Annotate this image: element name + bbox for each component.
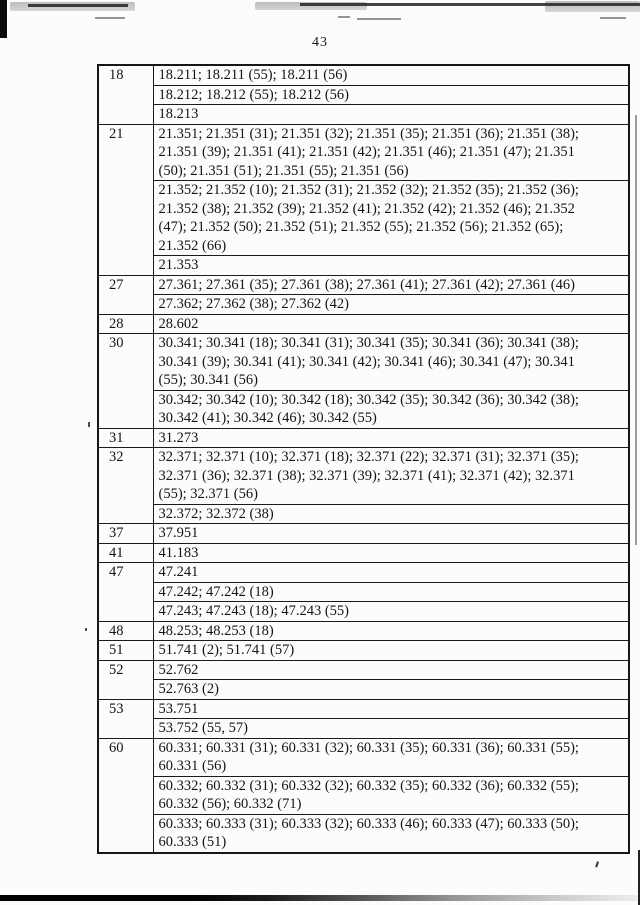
table-row — [98, 582, 629, 602]
group-number-cell: 53 — [98, 699, 153, 738]
table-row — [98, 295, 629, 315]
group-number-cell: 41 — [98, 543, 153, 563]
group-number-cell: 21 — [98, 124, 153, 275]
table-row — [98, 563, 629, 583]
scan-speck-artifact — [88, 422, 90, 427]
table-row — [98, 334, 629, 391]
codes-cell: 21.351; 21.351 (31); 21.351 (32); 21.351 (35); 21.351 (36); 21.351 (38); 21.351 (39); 21.351 (41); 21.351 (42); 21.351 (46); 21.351 (47); 21.351 (50); 21.351 (51); 21.351 (55); 21.351 (56) — [153, 124, 629, 181]
group-number-cell: 48 — [98, 621, 153, 641]
table-row — [98, 641, 629, 661]
table-row — [98, 602, 629, 622]
table-row — [98, 524, 629, 544]
group-number-cell: 28 — [98, 314, 153, 334]
table-row — [98, 621, 629, 641]
scan-dash-artifact — [600, 17, 626, 19]
table-row — [98, 105, 629, 125]
scan-dash-artifact — [357, 18, 401, 20]
group-number-cell: 52 — [98, 660, 153, 699]
scan-edge-artifact-left — [0, 0, 7, 38]
table-row — [98, 776, 629, 814]
scan-dash-artifact — [95, 17, 125, 19]
codes-cell: 60.331; 60.331 (31); 60.331 (32); 60.331 (35); 60.331 (36); 60.331 (55); 60.331 (56) — [153, 738, 629, 776]
code-table — [97, 64, 630, 854]
codes-cell: 53.752 (55, 57) — [153, 719, 629, 739]
codes-cell: 32.372; 32.372 (38) — [153, 504, 629, 524]
scan-line-artifact — [392, 3, 640, 6]
scan-line-artifact — [28, 4, 128, 7]
scan-smudge-artifact — [545, 1, 640, 12]
group-number-cell: 27 — [98, 275, 153, 314]
table-row — [98, 428, 629, 448]
codes-cell: 32.371; 32.371 (10); 32.371 (18); 32.371 (22); 32.371 (31); 32.371 (35); 32.371 (36); 32.371 (38); 32.371 (39); 32.371 (41); 32.371 (42); 32.371 (55); 32.371 (56) — [153, 448, 629, 505]
group-number-cell: 31 — [98, 428, 153, 448]
group-number-cell: 37 — [98, 524, 153, 544]
scan-speck-artifact — [85, 628, 87, 631]
page-number: 43 — [312, 35, 328, 50]
codes-cell: 30.341; 30.341 (18); 30.341 (31); 30.341 (35); 30.341 (36); 30.341 (38); 30.341 (39); 30.341 (41); 30.341 (42); 30.341 (46); 30.341 (47); 30.341 (55); 30.341 (56) — [153, 334, 629, 391]
table-row — [98, 181, 629, 256]
codes-cell: 27.362; 27.362 (38); 27.362 (42) — [153, 295, 629, 315]
codes-cell: 27.361; 27.361 (35); 27.361 (38); 27.361 (41); 27.361 (42); 27.361 (46) — [153, 275, 629, 295]
group-number-cell: 32 — [98, 448, 153, 524]
codes-cell: 60.332; 60.332 (31); 60.332 (32); 60.332 (35); 60.332 (36); 60.332 (55); 60.332 (56); 60.332 (71) — [153, 776, 629, 814]
scan-edge-artifact-bottom — [0, 895, 640, 901]
table-row — [98, 256, 629, 276]
table-row — [98, 124, 629, 181]
codes-cell: 48.253; 48.253 (18) — [153, 621, 629, 641]
code-table-body — [98, 65, 629, 853]
table-row — [98, 275, 629, 295]
table-row — [98, 65, 629, 85]
group-number-cell: 60 — [98, 738, 153, 853]
scan-dash-artifact — [338, 16, 350, 18]
codes-cell: 52.762 — [153, 660, 629, 680]
group-number-cell: 18 — [98, 65, 153, 124]
codes-cell: 41.183 — [153, 543, 629, 563]
codes-cell: 18.212; 18.212 (55); 18.212 (56) — [153, 85, 629, 105]
codes-cell: 51.741 (2); 51.741 (57) — [153, 641, 629, 661]
codes-cell: 47.242; 47.242 (18) — [153, 582, 629, 602]
table-row — [98, 738, 629, 776]
table-row — [98, 85, 629, 105]
scan-smudge-artifact — [255, 2, 367, 10]
table-row — [98, 680, 629, 700]
scan-speck-artifact — [595, 861, 603, 869]
group-number-cell: 51 — [98, 641, 153, 661]
codes-cell: 53.751 — [153, 699, 629, 719]
table-row — [98, 660, 629, 680]
table-row — [98, 814, 629, 853]
table-row — [98, 543, 629, 563]
table-row — [98, 448, 629, 505]
table-row — [98, 314, 629, 334]
codes-cell: 18.211; 18.211 (55); 18.211 (56) — [153, 65, 629, 85]
codes-cell: 60.333; 60.333 (31); 60.333 (32); 60.333 (46); 60.333 (47); 60.333 (50); 60.333 (51) — [153, 814, 629, 853]
codes-cell: 52.763 (2) — [153, 680, 629, 700]
group-number-cell: 47 — [98, 563, 153, 622]
scan-page-edge-line — [635, 115, 637, 545]
table-row — [98, 699, 629, 719]
codes-cell: 31.273 — [153, 428, 629, 448]
table-row — [98, 390, 629, 428]
codes-cell: 47.243; 47.243 (18); 47.243 (55) — [153, 602, 629, 622]
table-row — [98, 719, 629, 739]
group-number-cell: 30 — [98, 334, 153, 429]
codes-cell: 18.213 — [153, 105, 629, 125]
codes-cell: 47.241 — [153, 563, 629, 583]
scan-smudge-artifact — [10, 2, 135, 11]
codes-cell: 21.352; 21.352 (10); 21.352 (31); 21.352 (32); 21.352 (35); 21.352 (36); 21.352 (38); 21.352 (39); 21.352 (41); 21.352 (42); 21.352 (46); 21.352 (47); 21.352 (50); 21.352 (51); 21.352 (55); 21.352 (56); 21.352 (65); 21.352 (66) — [153, 181, 629, 256]
codes-cell: 30.342; 30.342 (10); 30.342 (18); 30.342 (35); 30.342 (36); 30.342 (38); 30.342 (41); 30.342 (46); 30.342 (55) — [153, 390, 629, 428]
codes-cell: 28.602 — [153, 314, 629, 334]
scan-line-artifact — [300, 3, 392, 6]
codes-cell: 21.353 — [153, 256, 629, 276]
codes-cell: 37.951 — [153, 524, 629, 544]
table-row — [98, 504, 629, 524]
